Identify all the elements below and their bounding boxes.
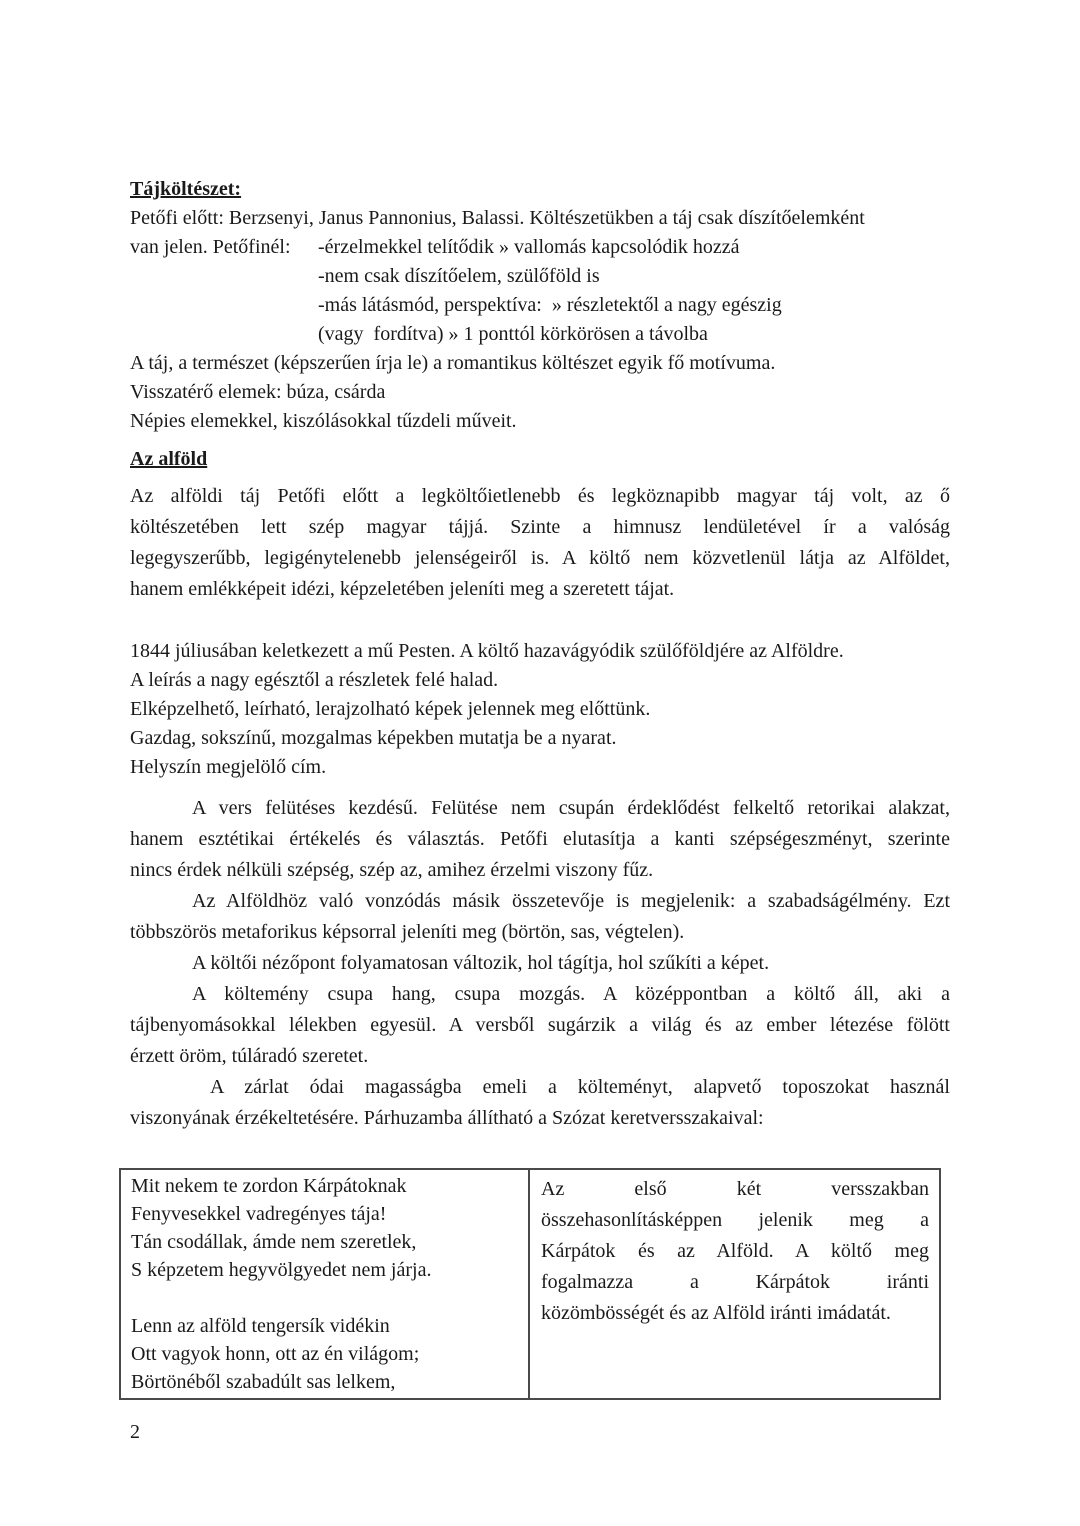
paragraph-line: legegyszerűbb, legigénytelenebb jelenségeiről is. A költő nem közvetlenül látja az Alföldet, (130, 547, 950, 569)
paragraph-line: Az alföldi táj Petőfi előtt a legköltőietlenebb és legköznapibb magyar táj volt, az ő (130, 485, 950, 507)
poem-line-3: Tán csodállak, ámde nem szeretlek, (131, 1231, 417, 1253)
table-cell-poem (121, 1170, 530, 1398)
commentary-line-3: Kárpátok és az Alföld. A költő meg (541, 1240, 929, 1262)
paragraph-line: A költői nézőpont folyamatosan változik, hol tágítja, hol szűkíti a képet. (192, 952, 770, 974)
facts-block (130, 637, 950, 782)
analysis-block (130, 793, 950, 1134)
fact-line-4: Gazdag, sokszínű, mozgalmas képekben mutatja be a nyarat. (130, 727, 617, 749)
section-heading-az-alfold: Az alföld (130, 448, 208, 470)
analysis-paragraph-3 (130, 948, 950, 979)
page-number: 2 (130, 1421, 140, 1443)
intro-bullet-1: -érzelmekkel telítődik » vallomás kapcsolódik hozzá (318, 236, 740, 258)
paragraph-line: érzett öröm, túláradó szeretet. (130, 1045, 369, 1067)
paragraph-line: hanem esztétikai értékelés és választás. Petőfi elutasítja a kanti szépségeszményt, szerinte (130, 828, 950, 850)
table-cell-commentary (530, 1170, 939, 1398)
analysis-paragraph-5 (130, 1072, 950, 1134)
paragraph-line: A költemény csupa hang, csupa mozgás. A középpontban a költő áll, aki a (192, 983, 950, 1005)
poem-line-4: S képzetem hegyvölgyedet nem járja. (131, 1259, 432, 1281)
paragraph-line: tájbenyomásokkal lélekben egyesül. A versből sugárzik a világ és az ember létezése fölött (130, 1014, 950, 1036)
commentary-line-4: fogalmazza a Kárpátok iránti (541, 1271, 929, 1293)
paragraph-line: nincs érdek nélküli szépség, szép az, amihez érzelmi viszony fűz. (130, 859, 654, 881)
analysis-paragraph-2 (130, 886, 950, 948)
document-content (130, 175, 950, 1447)
section-heading-tajkolteszet: Tájköltészet: (130, 178, 242, 200)
fact-line-3: Elképzelhető, leírható, lerajzolható képek jelennek meg előttünk. (130, 698, 651, 720)
paragraph-line: költészetében lett szép magyar tájjá. Szinte a himnusz lendületével ír a valóság (130, 516, 950, 538)
poem-line-8: Börtönéből szabadúlt sas lelkem, (131, 1371, 396, 1393)
poem-line-7: Ott vagyok honn, ott az én világom; (131, 1343, 420, 1365)
paragraph-line: A vers felütéses kezdésű. Felütése nem csupán érdeklődést felkeltő retorikai alakzat, (192, 797, 950, 819)
intro-bullet-4: (vagy fordítva) » 1 ponttól körkörösen a távolba (318, 323, 708, 345)
fact-line-5: Helyszín megjelölő cím. (130, 756, 327, 778)
poem-line-6: Lenn az alföld tengersík vidékin (131, 1315, 390, 1337)
fact-line-1: 1844 júliusában keletkezett a mű Pesten. A költő hazavágyódik szülőföldjére az Alföldre. (130, 640, 844, 662)
analysis-paragraph-1 (130, 793, 950, 886)
commentary-line-5: közömbösségét és az Alföld iránti imádatát. (541, 1302, 891, 1324)
poem-line-1: Mit nekem te zordon Kárpátoknak (131, 1175, 407, 1197)
intro-line-4: Visszatérő elemek: búza, csárda (130, 381, 386, 403)
paragraph-line: Az Alföldhöz való vonzódás másik összetevője is megjelenik: a szabadságélmény. Ezt (192, 890, 950, 912)
paragraph-line: hanem emlékképeit idézi, képzeletében jeleníti meg a szeretett tájat. (130, 578, 675, 600)
paragraph-line: többszörös metaforikus képsorral jeleníti meg (börtön, sas, végtelen). (130, 921, 685, 943)
paragraph-line: viszonyának érzékeltetésére. Párhuzamba állítható a Szózat keretversszakaival: (130, 1107, 764, 1129)
analysis-paragraph-4 (130, 979, 950, 1072)
intro-bullet-3: -más látásmód, perspektíva: » részletektől a nagy egészig (318, 294, 782, 316)
poem-line-blank (131, 1284, 520, 1312)
intro-bullet-2: -nem csak díszítőelem, szülőföld is (318, 265, 600, 287)
fact-line-2: A leírás a nagy egésztől a részletek felé halad. (130, 669, 499, 691)
intro-line-2-prefix: van jelen. Petőfinél: (130, 236, 291, 258)
intro-line-1: Petőfi előtt: Berzsenyi, Janus Pannonius, Balassi. Költészetükben a táj csak díszítőelemként (130, 207, 865, 229)
commentary-line-1: Az első két versszakban (541, 1178, 929, 1200)
intro-line-3: A táj, a természet (képszerűen írja le) a romantikus költészet egyik fő motívuma. (130, 352, 776, 374)
alfold-paragraph (130, 481, 950, 605)
intro-line-2 (130, 233, 950, 262)
intro-line-5: Népies elemekkel, kiszólásokkal tűzdeli műveit. (130, 410, 517, 432)
paragraph-line: A zárlat ódai magasságba emeli a költeményt, alapvető toposzokat használ (210, 1076, 950, 1098)
poem-line-2: Fenyvesekkel vadregényes tája! (131, 1203, 387, 1225)
comparison-table (119, 1168, 941, 1400)
commentary-line-2: összehasonlításképpen jelenik meg a (541, 1209, 929, 1231)
